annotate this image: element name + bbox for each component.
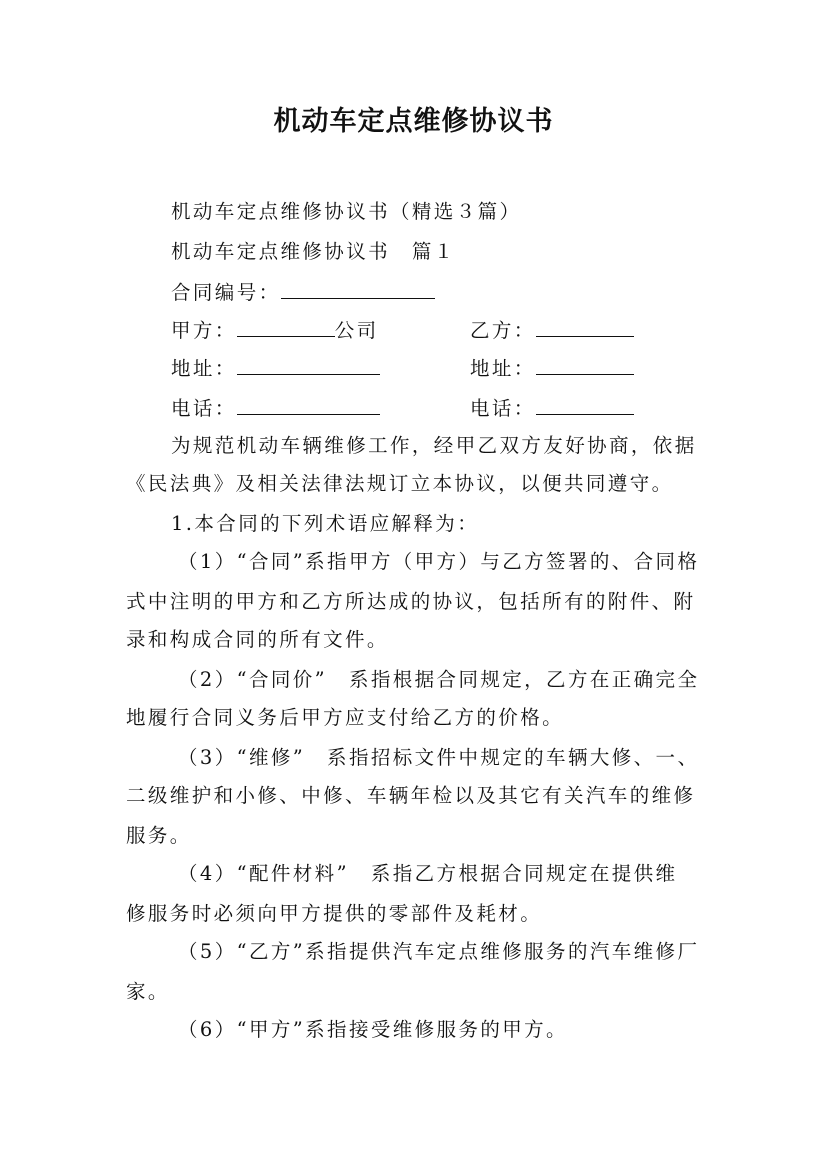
contract-number-label: 合同编号：	[171, 281, 281, 304]
clause-1-heading: 1.本合同的下列术语应解释为：	[171, 512, 480, 535]
item-1-line-2: 式中注明的甲方和乙方所达成的协议，包括所有的附件、附	[126, 590, 696, 613]
item-4-line-1: （4）“配件材料” 系指乙方根据合同规定在提供维	[178, 862, 678, 885]
party-b-address-blank	[536, 356, 634, 375]
party-a-row	[171, 318, 379, 343]
party-a-label: 甲方：	[171, 319, 237, 342]
item-3-line-2: 二级维护和小修、中修、车辆年检以及其它有关汽车的维修	[126, 784, 696, 807]
intro-paragraph-line-1: 为规范机动车辆维修工作，经甲乙双方友好协商，依据	[171, 434, 697, 457]
contract-number-blank	[281, 280, 435, 299]
party-a-blank	[237, 318, 335, 337]
party-a-phone-label: 电话：	[171, 397, 237, 420]
item-5-line-2: 家。	[126, 980, 170, 1003]
intro-paragraph-line-2: 《民法典》及相关法律法规订立本协议，以便共同遵守。	[126, 472, 674, 495]
document-title: 机动车定点维修协议书	[273, 106, 554, 137]
item-1-line-3: 录和构成合同的所有文件。	[126, 628, 389, 651]
party-a-suffix: 公司	[334, 319, 379, 342]
item-6-line-1: （6）“甲方”系指接受维修服务的甲方。	[178, 1018, 568, 1041]
party-a-phone-blank	[237, 396, 380, 415]
party-b-row	[470, 318, 634, 343]
party-b-phone-row	[470, 396, 634, 421]
party-a-phone-row	[171, 396, 380, 421]
party-b-label: 乙方：	[470, 319, 536, 342]
item-5-line-1: （5）“乙方”系指提供汽车定点维修服务的汽车维修厂	[178, 940, 700, 963]
party-b-phone-label: 电话：	[470, 397, 536, 420]
item-3-line-3: 服务。	[126, 824, 192, 847]
party-a-address-blank	[237, 356, 380, 375]
item-1-line-1: （1）“合同”系指甲方（甲方）与乙方签署的、合同格	[178, 550, 700, 573]
party-b-blank	[536, 318, 634, 337]
item-2-line-2: 地履行合同义务后甲方应支付给乙方的价格。	[126, 706, 565, 729]
contract-number-row	[171, 280, 435, 305]
party-a-address-row	[171, 356, 380, 381]
party-b-address-label: 地址：	[470, 357, 536, 380]
item-3-line-1: （3）“维修” 系指招标文件中规定的车辆大修、一、	[178, 746, 700, 769]
party-b-address-row	[470, 356, 634, 381]
item-2-line-1: （2）“合同价” 系指根据合同规定，乙方在正确完全	[178, 668, 700, 691]
document-subtitle: 机动车定点维修协议书（精选３篇）	[171, 200, 522, 223]
item-4-line-2: 修服务时必须向甲方提供的零部件及耗材。	[126, 902, 543, 925]
section-heading: 机动车定点维修协议书 篇１	[171, 240, 456, 263]
party-a-address-label: 地址：	[171, 357, 237, 380]
party-b-phone-blank	[536, 396, 634, 415]
